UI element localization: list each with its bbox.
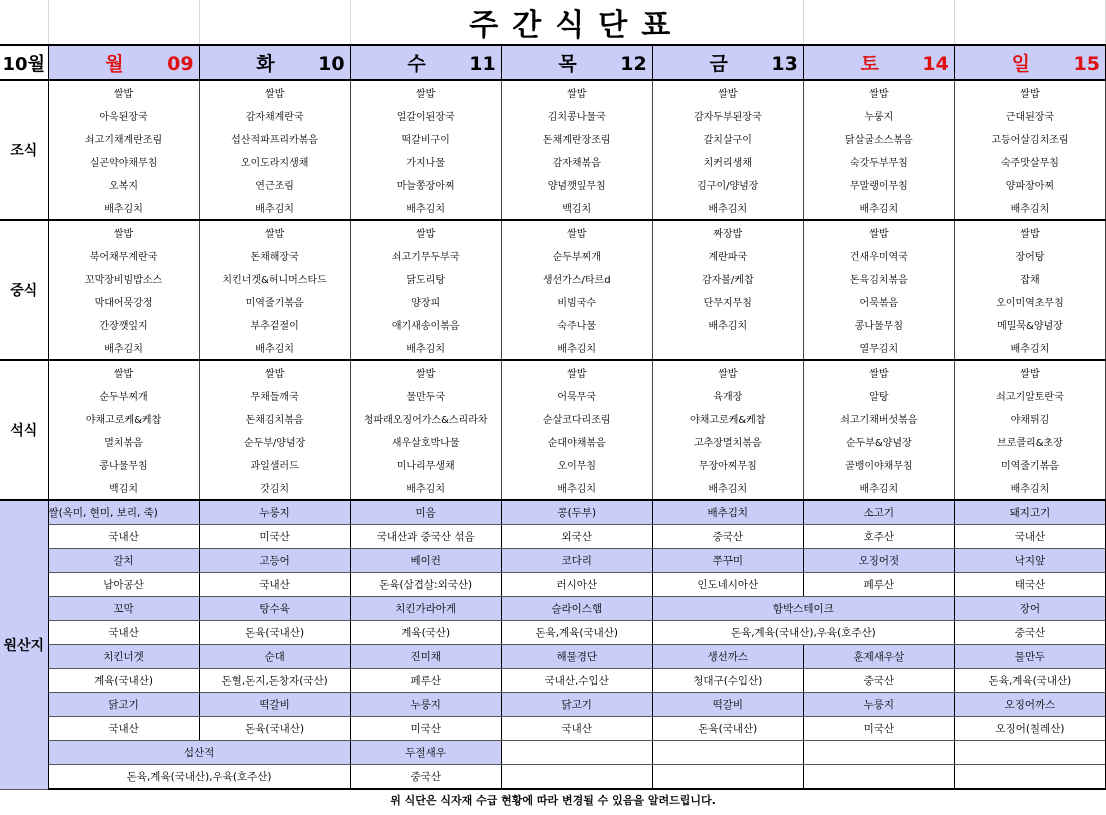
meal-row bbox=[0, 104, 1106, 127]
day-date: 11 bbox=[469, 53, 496, 75]
menu-cell: 양념깻잎무침 bbox=[501, 173, 652, 196]
menu-cell: 꼬막장비빔밥소스 bbox=[48, 267, 199, 290]
menu-cell: 멸치볶음 bbox=[48, 430, 199, 453]
origin-cell: 오징어젓 bbox=[803, 549, 954, 573]
menu-cell: 물만두국 bbox=[350, 384, 501, 407]
menu-cell: 건새우미역국 bbox=[803, 244, 954, 267]
menu-cell: 돈육김치볶음 bbox=[803, 267, 954, 290]
menu-cell: 양파장아찌 bbox=[954, 173, 1105, 196]
origin-cell: 코다리 bbox=[501, 549, 652, 573]
meal-label: 석식 bbox=[0, 360, 48, 500]
menu-cell: 고등어살김치조림 bbox=[954, 127, 1105, 150]
day-header bbox=[954, 45, 1105, 80]
origin-label: 원산지 bbox=[0, 500, 48, 789]
menu-cell: 쇠고기알토란국 bbox=[954, 384, 1105, 407]
origin-cell: 국내산,수입산 bbox=[501, 669, 652, 693]
origin-cell: 미국산 bbox=[350, 717, 501, 741]
day-name: 일 bbox=[1011, 53, 1030, 75]
day-date: 09 bbox=[167, 53, 194, 75]
menu-cell: 쌀밥 bbox=[48, 220, 199, 244]
menu-cell: 숙주나물 bbox=[501, 313, 652, 336]
menu-cell: 쌀밥 bbox=[803, 360, 954, 384]
menu-cell: 치커리생채 bbox=[652, 150, 803, 173]
menu-cell: 잡채 bbox=[954, 267, 1105, 290]
menu-cell: 쌀밥 bbox=[350, 220, 501, 244]
origin-row bbox=[0, 717, 1106, 741]
origin-cell: 태국산 bbox=[954, 573, 1105, 597]
origin-cell: 베이컨 bbox=[350, 549, 501, 573]
origin-cell: 국내산 bbox=[954, 525, 1105, 549]
meal-row bbox=[0, 173, 1106, 196]
origin-cell: 돈육,계육(국내산) bbox=[501, 621, 652, 645]
meal-row bbox=[0, 267, 1106, 290]
origin-cell: 함박스테이크 bbox=[652, 597, 954, 621]
menu-cell: 배추김치 bbox=[954, 336, 1105, 360]
menu-cell: 돈채계란장조림 bbox=[501, 127, 652, 150]
meal-row bbox=[0, 80, 1106, 104]
meal-row bbox=[0, 196, 1106, 220]
menu-cell: 쌀밥 bbox=[652, 360, 803, 384]
menu-cell: 계란파국 bbox=[652, 244, 803, 267]
menu-cell: 장어탕 bbox=[954, 244, 1105, 267]
day-name: 화 bbox=[256, 53, 275, 75]
origin-cell: 진미채 bbox=[350, 645, 501, 669]
meal-row bbox=[0, 244, 1106, 267]
menu-cell: 배추김치 bbox=[803, 476, 954, 500]
month-label: 10월 bbox=[0, 45, 48, 80]
origin-cell: 치킨너겟 bbox=[48, 645, 199, 669]
menu-cell: 갈치살구이 bbox=[652, 127, 803, 150]
menu-cell: 쌀밥 bbox=[954, 80, 1105, 104]
menu-cell: 오이무침 bbox=[501, 453, 652, 476]
menu-cell: 오이미역초무침 bbox=[954, 290, 1105, 313]
origin-cell: 떡갈비 bbox=[652, 693, 803, 717]
meal-row bbox=[0, 220, 1106, 244]
menu-cell: 막대어묵강정 bbox=[48, 290, 199, 313]
origin-cell: 섭산적 bbox=[48, 741, 350, 765]
origin-empty-cell bbox=[954, 765, 1105, 790]
origin-cell: 국내산 bbox=[48, 621, 199, 645]
meal-row bbox=[0, 360, 1106, 384]
menu-cell: 어묵무국 bbox=[501, 384, 652, 407]
origin-row bbox=[0, 525, 1106, 549]
footer-note: 위 식단은 식자재 수급 현황에 따라 변경될 수 있음을 알려드립니다. bbox=[390, 794, 716, 807]
menu-cell: 오복지 bbox=[48, 173, 199, 196]
origin-cell: 두절새우 bbox=[350, 741, 501, 765]
menu-cell: 무말랭이무침 bbox=[803, 173, 954, 196]
menu-cell: 백김치 bbox=[501, 196, 652, 220]
origin-empty-cell bbox=[954, 741, 1105, 765]
meal-label: 중식 bbox=[0, 220, 48, 360]
origin-empty-cell bbox=[652, 741, 803, 765]
menu-cell: 감자두부된장국 bbox=[652, 104, 803, 127]
origin-cell: 쭈꾸미 bbox=[652, 549, 803, 573]
day-name: 월 bbox=[105, 53, 124, 75]
menu-cell: 생선가스/타르d bbox=[501, 267, 652, 290]
menu-cell: 쇠고기채계란조림 bbox=[48, 127, 199, 150]
origin-cell: 닭고기 bbox=[48, 693, 199, 717]
menu-cell: 배추김치 bbox=[350, 336, 501, 360]
origin-cell: 돈육(국내산) bbox=[199, 621, 350, 645]
menu-cell: 북어채무계란국 bbox=[48, 244, 199, 267]
menu-cell bbox=[652, 336, 803, 360]
origin-row bbox=[0, 597, 1106, 621]
menu-cell: 숙주맛살무침 bbox=[954, 150, 1105, 173]
menu-cell: 배추김치 bbox=[954, 476, 1105, 500]
menu-cell: 무채들깨국 bbox=[199, 384, 350, 407]
origin-cell: 돈혈,돈지,돈창자(국산) bbox=[199, 669, 350, 693]
menu-cell: 순두부찌개 bbox=[48, 384, 199, 407]
origin-cell: 국내산 bbox=[501, 717, 652, 741]
menu-cell: 쌀밥 bbox=[199, 360, 350, 384]
menu-cell: 배추김치 bbox=[199, 336, 350, 360]
menu-cell: 순두부/양념장 bbox=[199, 430, 350, 453]
meal-row bbox=[0, 336, 1106, 360]
origin-row bbox=[0, 573, 1106, 597]
origin-cell: 돈육,계육(국내산) bbox=[954, 669, 1105, 693]
meal-label: 조식 bbox=[0, 80, 48, 220]
origin-cell: 순대 bbox=[199, 645, 350, 669]
origin-cell: 배추김치 bbox=[652, 500, 803, 525]
day-header bbox=[48, 45, 199, 80]
origin-cell: 페루산 bbox=[350, 669, 501, 693]
origin-row bbox=[0, 500, 1106, 525]
origin-cell: 인도네시아산 bbox=[652, 573, 803, 597]
origin-row bbox=[0, 669, 1106, 693]
menu-cell: 야채고로케&케찹 bbox=[652, 407, 803, 430]
day-header bbox=[501, 45, 652, 80]
menu-cell: 연근조림 bbox=[199, 173, 350, 196]
menu-cell: 배추김치 bbox=[803, 196, 954, 220]
origin-cell: 떡갈비 bbox=[199, 693, 350, 717]
origin-cell: 치킨가라아게 bbox=[350, 597, 501, 621]
menu-cell: 김치콩나물국 bbox=[501, 104, 652, 127]
origin-cell: 쌀(옥미, 현미, 보리, 죽) bbox=[48, 500, 199, 525]
origin-cell: 돈육(국내산) bbox=[652, 717, 803, 741]
menu-cell: 김구이/양념장 bbox=[652, 173, 803, 196]
origin-cell: 누룽지 bbox=[350, 693, 501, 717]
meal-row bbox=[0, 290, 1106, 313]
day-header bbox=[652, 45, 803, 80]
origin-cell: 돼지고기 bbox=[954, 500, 1105, 525]
menu-cell: 배추김치 bbox=[652, 476, 803, 500]
origin-empty-cell bbox=[501, 765, 652, 790]
menu-cell: 닭도리탕 bbox=[350, 267, 501, 290]
origin-row bbox=[0, 645, 1106, 669]
day-header-row bbox=[0, 45, 1106, 80]
origin-cell: 남아공산 bbox=[48, 573, 199, 597]
menu-cell: 쌀밥 bbox=[803, 220, 954, 244]
menu-cell: 오이도라지생채 bbox=[199, 150, 350, 173]
origin-cell: 훈제새우살 bbox=[803, 645, 954, 669]
origin-row bbox=[0, 693, 1106, 717]
origin-empty-cell bbox=[501, 741, 652, 765]
menu-cell: 브로콜리&초장 bbox=[954, 430, 1105, 453]
origin-cell: 호주산 bbox=[803, 525, 954, 549]
menu-cell: 쌀밥 bbox=[48, 80, 199, 104]
menu-cell: 숙갓두부무침 bbox=[803, 150, 954, 173]
origin-cell: 중국산 bbox=[954, 621, 1105, 645]
menu-cell: 쌀밥 bbox=[954, 220, 1105, 244]
day-date: 12 bbox=[620, 53, 647, 75]
menu-cell: 미역줄기볶음 bbox=[199, 290, 350, 313]
menu-cell: 쌀밥 bbox=[501, 220, 652, 244]
menu-cell: 배추김치 bbox=[199, 196, 350, 220]
origin-cell: 국내산 bbox=[48, 525, 199, 549]
origin-row bbox=[0, 741, 1106, 765]
day-header bbox=[350, 45, 501, 80]
origin-cell: 계육(국내산) bbox=[48, 669, 199, 693]
origin-cell: 미음 bbox=[350, 500, 501, 525]
menu-cell: 배추김치 bbox=[350, 476, 501, 500]
menu-cell: 배추김치 bbox=[350, 196, 501, 220]
menu-cell: 쌀밥 bbox=[350, 360, 501, 384]
day-name: 수 bbox=[407, 53, 426, 75]
day-date: 15 bbox=[1073, 53, 1100, 75]
origin-cell: 물만두 bbox=[954, 645, 1105, 669]
menu-cell: 골뱅이야채무침 bbox=[803, 453, 954, 476]
menu-cell: 마늘쫑장아찌 bbox=[350, 173, 501, 196]
menu-cell: 배추김치 bbox=[48, 196, 199, 220]
menu-cell: 미나리무생채 bbox=[350, 453, 501, 476]
menu-cell: 순두부&양념장 bbox=[803, 430, 954, 453]
origin-cell: 돈육,계육(국내산),우육(호주산) bbox=[652, 621, 954, 645]
origin-empty-cell bbox=[652, 765, 803, 790]
origin-cell: 돈육,계육(국내산),우육(호주산) bbox=[48, 765, 350, 790]
menu-cell: 돈채해장국 bbox=[199, 244, 350, 267]
menu-cell: 아욱된장국 bbox=[48, 104, 199, 127]
origin-empty-cell bbox=[803, 741, 954, 765]
menu-cell: 콩나물무침 bbox=[803, 313, 954, 336]
meal-row bbox=[0, 313, 1106, 336]
origin-cell: 중국산 bbox=[350, 765, 501, 790]
menu-cell: 실곤약야채무침 bbox=[48, 150, 199, 173]
origin-cell: 소고기 bbox=[803, 500, 954, 525]
meal-row bbox=[0, 150, 1106, 173]
menu-cell: 야채튀김 bbox=[954, 407, 1105, 430]
menu-cell: 순대야채볶음 bbox=[501, 430, 652, 453]
menu-cell: 애기새송이볶음 bbox=[350, 313, 501, 336]
meal-row bbox=[0, 430, 1106, 453]
menu-cell: 비빔국수 bbox=[501, 290, 652, 313]
menu-cell: 간장깻잎지 bbox=[48, 313, 199, 336]
origin-cell: 계육(국산) bbox=[350, 621, 501, 645]
menu-cell: 콩나물무침 bbox=[48, 453, 199, 476]
menu-cell: 새우살호박나물 bbox=[350, 430, 501, 453]
menu-cell: 쇠고기무두부국 bbox=[350, 244, 501, 267]
menu-cell: 감자채볶음 bbox=[501, 150, 652, 173]
origin-cell: 누룽지 bbox=[199, 500, 350, 525]
menu-cell: 청파래오징어가스&스리라차 bbox=[350, 407, 501, 430]
origin-cell: 국내산과 중국산 섞음 bbox=[350, 525, 501, 549]
origin-cell: 돈육(국내산) bbox=[199, 717, 350, 741]
day-date: 13 bbox=[771, 53, 798, 75]
menu-cell: 양장피 bbox=[350, 290, 501, 313]
menu-cell: 치킨너겟&허니머스타드 bbox=[199, 267, 350, 290]
title-row bbox=[0, 0, 1106, 45]
day-name: 금 bbox=[709, 53, 728, 75]
menu-cell: 무장아찌무침 bbox=[652, 453, 803, 476]
origin-cell: 오징어(칠레산) bbox=[954, 717, 1105, 741]
menu-cell: 쌀밥 bbox=[48, 360, 199, 384]
origin-cell: 콩(두부) bbox=[501, 500, 652, 525]
origin-cell: 외국산 bbox=[501, 525, 652, 549]
menu-cell: 어묵볶음 bbox=[803, 290, 954, 313]
menu-cell: 근대된장국 bbox=[954, 104, 1105, 127]
menu-cell: 감자채계란국 bbox=[199, 104, 350, 127]
meal-row bbox=[0, 127, 1106, 150]
menu-cell: 배추김치 bbox=[652, 313, 803, 336]
menu-cell: 배추김치 bbox=[501, 336, 652, 360]
menu-cell: 고추장멸치볶음 bbox=[652, 430, 803, 453]
origin-cell: 탕수육 bbox=[199, 597, 350, 621]
menu-cell: 쌀밥 bbox=[199, 80, 350, 104]
day-date: 14 bbox=[922, 53, 949, 75]
origin-cell: 중국산 bbox=[652, 525, 803, 549]
menu-cell: 메밀묵&양념장 bbox=[954, 313, 1105, 336]
menu-cell: 순두부찌개 bbox=[501, 244, 652, 267]
day-name: 토 bbox=[860, 53, 879, 75]
menu-cell: 단무지무침 bbox=[652, 290, 803, 313]
menu-cell: 쌀밥 bbox=[803, 80, 954, 104]
origin-cell: 국내산 bbox=[199, 573, 350, 597]
menu-cell: 야채고로케&케찹 bbox=[48, 407, 199, 430]
meal-row bbox=[0, 407, 1106, 430]
origin-cell: 장어 bbox=[954, 597, 1105, 621]
menu-cell: 쌀밥 bbox=[652, 80, 803, 104]
meal-row bbox=[0, 384, 1106, 407]
menu-cell: 떡갈비구이 bbox=[350, 127, 501, 150]
origin-empty-cell bbox=[803, 765, 954, 790]
origin-cell: 누룽지 bbox=[803, 693, 954, 717]
menu-cell: 과일샐러드 bbox=[199, 453, 350, 476]
menu-cell: 배추김치 bbox=[48, 336, 199, 360]
origin-cell: 돈육(삼겹살:외국산) bbox=[350, 573, 501, 597]
page-title: 주간식단표 bbox=[350, 0, 803, 45]
origin-cell: 중국산 bbox=[803, 669, 954, 693]
origin-cell: 닭고기 bbox=[501, 693, 652, 717]
menu-cell: 닭살굴소스볶음 bbox=[803, 127, 954, 150]
origin-row bbox=[0, 765, 1106, 790]
menu-cell: 배추김치 bbox=[652, 196, 803, 220]
day-name: 목 bbox=[558, 53, 577, 75]
origin-cell: 갈치 bbox=[48, 549, 199, 573]
origin-cell: 미국산 bbox=[803, 717, 954, 741]
menu-cell: 부추겉절이 bbox=[199, 313, 350, 336]
menu-cell: 육개장 bbox=[652, 384, 803, 407]
origin-cell: 러시아산 bbox=[501, 573, 652, 597]
origin-cell: 오징어까스 bbox=[954, 693, 1105, 717]
origin-cell: 미국산 bbox=[199, 525, 350, 549]
menu-cell: 쌀밥 bbox=[501, 80, 652, 104]
origin-cell: 생선까스 bbox=[652, 645, 803, 669]
menu-cell: 감자볼/케찹 bbox=[652, 267, 803, 290]
menu-cell: 알탕 bbox=[803, 384, 954, 407]
origin-row bbox=[0, 549, 1106, 573]
menu-cell: 미역줄기볶음 bbox=[954, 453, 1105, 476]
origin-cell: 고등어 bbox=[199, 549, 350, 573]
menu-cell: 백김치 bbox=[48, 476, 199, 500]
menu-cell: 누룽지 bbox=[803, 104, 954, 127]
day-header bbox=[199, 45, 350, 80]
origin-cell: 꼬막 bbox=[48, 597, 199, 621]
menu-cell: 순살코다리조림 bbox=[501, 407, 652, 430]
origin-row bbox=[0, 621, 1106, 645]
menu-cell: 쌀밥 bbox=[199, 220, 350, 244]
origin-cell: 낙지앞 bbox=[954, 549, 1105, 573]
menu-cell: 짜장밥 bbox=[652, 220, 803, 244]
menu-cell: 쇠고기채버섯볶음 bbox=[803, 407, 954, 430]
menu-cell: 쌀밥 bbox=[954, 360, 1105, 384]
menu-cell: 열무김치 bbox=[803, 336, 954, 360]
origin-cell: 페루산 bbox=[803, 573, 954, 597]
menu-cell: 얼갈이된장국 bbox=[350, 104, 501, 127]
menu-cell: 쌀밥 bbox=[501, 360, 652, 384]
day-date: 10 bbox=[318, 53, 345, 75]
day-header bbox=[803, 45, 954, 80]
menu-cell: 섭산적파프리카볶음 bbox=[199, 127, 350, 150]
menu-cell: 갓김치 bbox=[199, 476, 350, 500]
meal-row bbox=[0, 476, 1106, 500]
origin-cell: 해물경단 bbox=[501, 645, 652, 669]
meal-row bbox=[0, 453, 1106, 476]
origin-cell: 슬라이스햄 bbox=[501, 597, 652, 621]
origin-cell: 청대구(수입산) bbox=[652, 669, 803, 693]
menu-cell: 쌀밥 bbox=[350, 80, 501, 104]
menu-cell: 돈채김치볶음 bbox=[199, 407, 350, 430]
menu-cell: 배추김치 bbox=[501, 476, 652, 500]
menu-cell: 배추김치 bbox=[954, 196, 1105, 220]
origin-cell: 국내산 bbox=[48, 717, 199, 741]
menu-cell: 가지나물 bbox=[350, 150, 501, 173]
